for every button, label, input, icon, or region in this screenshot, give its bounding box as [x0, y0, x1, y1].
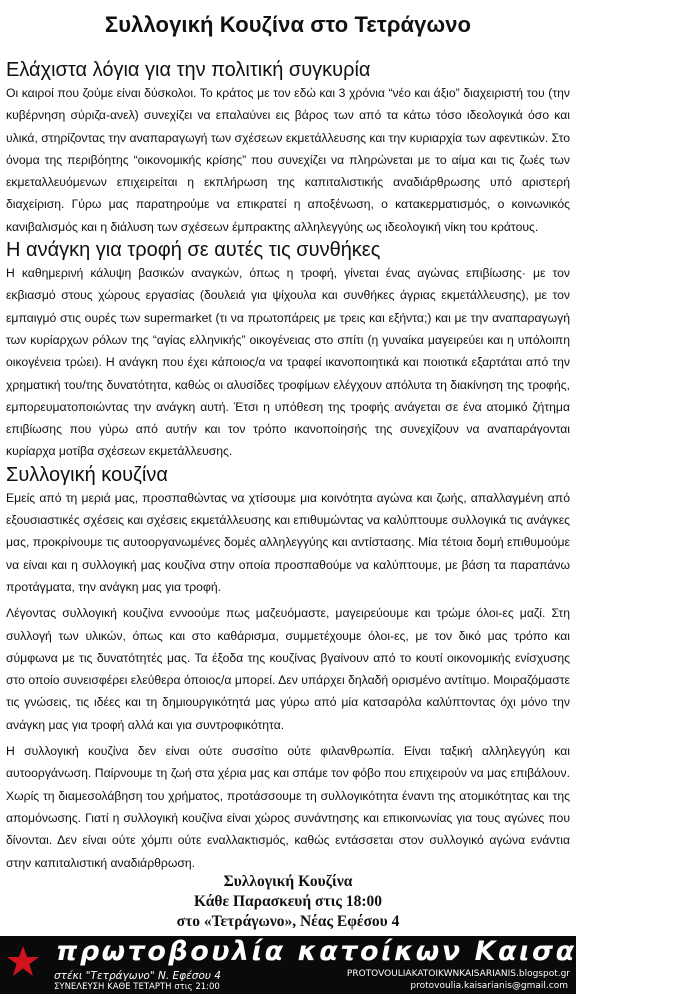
section-heading-collective-kitchen: Συλλογική κουζίνα: [6, 463, 168, 486]
banner-meeting-time: ΣΥΝΕΛΕΥΣΗ ΚΑΘΕ ΤΕΤΑΡΤΗ στις 21:00: [54, 982, 220, 992]
paragraph-need-for-food: Η καθημερινή κάλυψη βασικών αναγκών, όπως η τροφή, γίνεται ένας αγώνας επιβίωσης· με τον εκβιασμό στους χώρους εργασίας (δουλειά για ψίχουλα και συνθήκες άγριας εκμετάλλευσης), με τον εμπαιγμό στις ουρές των supermarket (τι να πρωτοπάρεις με τρεις και εξήντα;) και με την αναπαραγωγή των κυρίαρχων ρόλων της “αγίας ελληνικής” οικογένειας στο σπίτι (η γυναίκα μαγειρεύει και η υπόλοιπη οικογένεια τρώει). Η ανάγκη που έχει κάποιος/α να τραφεί ικανοποιητικά και ποιοτικά εξαρτάται από την χρηματική του/της δυνατότητα, καθώς οι αλυσίδες τροφίμων ελέγχουν απόλυτα τη διακίνηση της τροφής, εμπορευματοποιώντας την ανάγκη αυτή. Έτσι η υπόθεση της τροφής ανάγεται σε ένα ατομικό ζήτημα επιβίωσης που γύρω από αυτήν και τον τρόπο ικανοποίησής της συνεχίζουν να αναπαράγονται κυρίαρχα μοτίβα σχέσεων εκμετάλλευσης.: [6, 266, 570, 459]
banner-address: στέκι "Τετράγωνο" Ν. Εφέσου 4: [54, 970, 221, 982]
section-heading-political-situation: Ελάχιστα λόγια για την πολιτική συγκυρία: [6, 59, 371, 81]
page-title: Συλλογική Κουζίνα στο Τετράγωνο: [104, 12, 472, 37]
section-heading-need-for-food: Η ανάγκη για τροφή σε αυτές τις συνθήκες: [6, 239, 381, 262]
event-signature: [0, 872, 576, 932]
paragraph-collective-kitchen-1: Εμείς από τη μεριά μας, προσπαθώντας να χτίσουμε μια κοινότητα αγώνα και ζωής, απαλλαγμένη από εξουσιαστικές σχέσεις και σχέσεις εκμετάλλευσης και επιθυμώντας να καλύπτουμε συλλογικά τις ανάγκες μας, προκρίνουμε τις αυτοοργανωμένες δομές αλληλεγγύης και αντίστασης. Μία τέτοια δομή επιθυμούμε να είναι και η συλλογική μας κουζίνα στην οποία προσπαθούμε να καλύπτουμε, με βάση τα παραπάνω προτάγματα, την ανάγκη μας για τροφή.: [6, 490, 570, 594]
banner-group-name: πρωτοβουλία κατοίκων Καισαριανής: [56, 936, 694, 967]
signature-group-name: Συλλογική Κουζίνα: [223, 873, 353, 890]
paragraph-collective-kitchen-3: Η συλλογική κουζίνα δεν είναι ούτε συσσίτιο ούτε φιλανθρωπία. Είναι ταξική αλληλεγγύη και αυτοοργάνωση. Παίρνουμε τη ζωή στα χέρια μας και σπάμε τον φόβο που επιχειρούν να μας επιβάλουν. Χωρίς τη διαμεσολάβηση του χρήματος, προτάσσουμε τη συλλογικότητα έναντι της ατομικότητας και της απομόνωσης. Γιατί η συλλογική κουζίνα είναι χώρος συνάντησης και επικοινωνίας για τους αγώνες που δίνονται. Δεν είναι ούτε χόμπι ούτε εναλλακτισμός, καθώς εντάσσεται στον συλλογικό αγώνα ενάντια στην καπιταλιστική αναδιάρθρωση.: [6, 744, 570, 870]
red-star-icon: [6, 944, 40, 978]
signature-schedule: Κάθε Παρασκευή στις 18:00: [194, 893, 382, 910]
paragraph-political-situation: Οι καιροί που ζούμε είναι δύσκολοι. Το κράτος με τον εδώ και 3 χρόνια “νέο και άξιο” διαχειριστή του (την κυβέρνηση σύριζα-ανελ) συνεχίζει να επαλαύνει εις βάρος των από τα κάτω τόσο ιδεολογικά όσο και υλικά, στηρίζοντας την αναπαραγωγή των σχέσεων εκμετάλλευσης και την κυριαρχία των αφεντικών. Στο όνομα της περιβόητης “οικονομικής κρίσης” που συνεχίζει να πληρώνεται με το αίμα και τις ζωές των εκμεταλλευόμενων επιχειρείται η εκπλήρωση της καπιταλιστικής αναδιάρθρωσης υπό αριστερή διαχείριση. Γύρω μας παρατηρούμε να επικρατεί η αποξένωση, ο κατακερματισμός, ο κοινωνικός κανιβαλισμός και η διάλυση των σχέσεων έμπρακτης αλληλεγγύης ως ιδεολογική νίκη του κράτους.: [6, 86, 570, 234]
signature-location: στο «Τετράγωνο», Νέας Εφέσου 4: [176, 913, 400, 930]
banner-blog-link[interactable]: PROTOVOULIAKATOIKWNKAISARIANIS.blogspot.gr: [346, 969, 570, 979]
paragraph-collective-kitchen-2: Λέγοντας συλλογική κουζίνα εννοούμε πως μαζευόμαστε, μαγειρεύουμε και τρώμε όλοι-ες μαζί. Στη συλλογή των υλικών, όπως και στο καθάρισμα, συμμετέχουμε όλοι-ες, με τον δικό μας τρόπο και σύμφωνα με τις δυνατότητές μας. Τα έξοδα της κουζίνας βγαίνουν από το κουτί οικονομικής ενίσχυσης στο οποίο συνεισφέρει ελεύθερα όποιος/α μπορεί. Δεν υπάρχει δηλαδή ορισμένο αντίτιμο. Μοιραζόμαστε τις γνώσεις, τις ιδέες και τη δημιουργικότητά μας γύρω από μία κατσαρόλα καλύπτοντας όχι μόνο την ανάγκη μας για τροφή αλλά και για συντροφικότητα.: [6, 606, 570, 732]
article-body: [6, 56, 570, 874]
footer-banner: [0, 936, 694, 994]
banner-email-link[interactable]: protovoulia.kaisarianis@gmail.com: [410, 981, 568, 991]
